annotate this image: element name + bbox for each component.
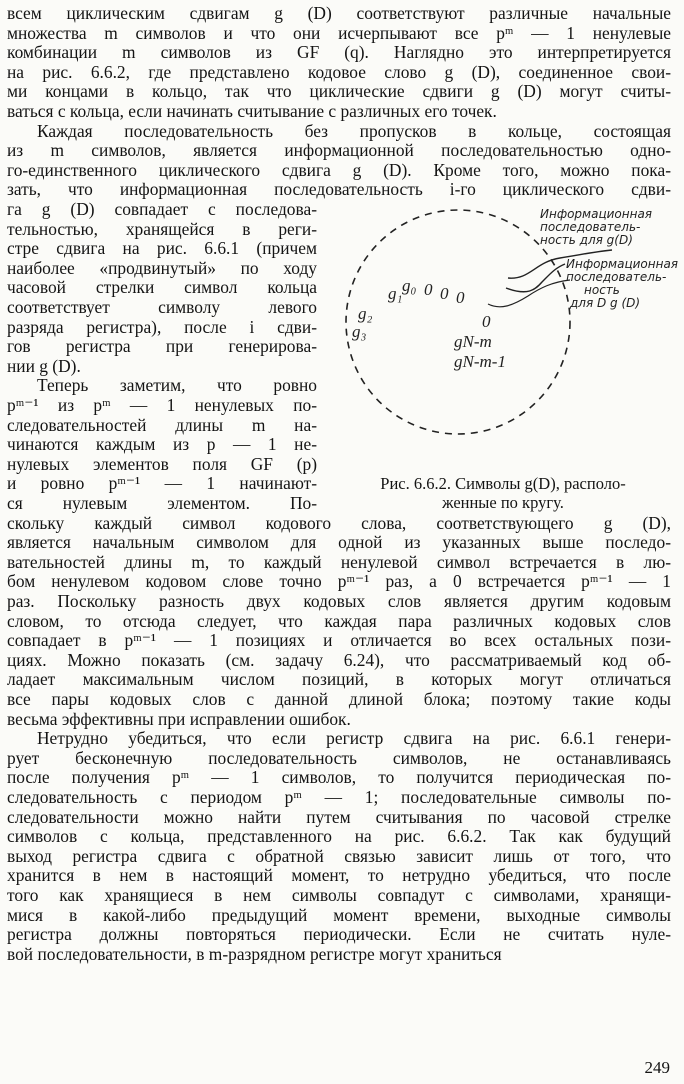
text-line: на рис. 6.6.2, где представлено кодовое слово g (D), соединенное свои- bbox=[7, 61, 671, 82]
symbol-g1: g₁ bbox=[388, 284, 403, 303]
text-line: чинаются каждым из p — 1 не- bbox=[7, 434, 317, 455]
text-line: pᵐ⁻¹ из pᵐ — 1 ненулевых по- bbox=[7, 395, 317, 415]
symbol-g-n-m: gN-m bbox=[454, 332, 492, 351]
text-line: ваться с кольца, если начинать считывание с различных его точек. bbox=[7, 101, 497, 121]
text-line: наиболее «продвинутый» по ходу bbox=[7, 257, 317, 278]
symbol-zero: 0 bbox=[440, 284, 449, 303]
text-line: выход регистра сдвига с обратной связью зависит лишь от того, что bbox=[7, 845, 671, 866]
pointer-line-shift bbox=[488, 280, 570, 307]
text-line: вательностей длины m, то каждый ненулевой символ встречается в лю- bbox=[7, 551, 671, 572]
text-line: рует бесконечную последовательность символов, не останавливаясь bbox=[7, 747, 671, 768]
text-line: регистра должны повторяться периодически. Если не считать нуле- bbox=[7, 924, 671, 945]
symbol-zero: 0 bbox=[424, 280, 433, 299]
text-line: хранится в нем в настоящий момент, то нетрудно убедиться, что после bbox=[7, 865, 671, 886]
text-line: зать, что информационная последовательность i-го циклического сдви- bbox=[7, 179, 671, 200]
text-line: нулевых элементов поля GF (p) bbox=[7, 453, 317, 474]
label-line: последователь- bbox=[566, 270, 667, 284]
label-info-g bbox=[540, 208, 652, 247]
text-line: Теперь заметим, что ровно bbox=[37, 375, 317, 396]
symbol-zero: 0 bbox=[482, 312, 491, 331]
text-line: и ровно pᵐ⁻¹ — 1 начинают- bbox=[7, 473, 317, 494]
text-line: мися в какой-либо предыдущий момент времени, выходные символы bbox=[7, 904, 671, 925]
page-number: 249 bbox=[644, 1058, 670, 1077]
label-line: последователь- bbox=[540, 220, 641, 234]
text-line: весьма эффективны при исправлении ошибок. bbox=[7, 708, 351, 729]
symbol-g-n-m-1: gN-m-1 bbox=[454, 352, 506, 371]
text-line: следовательностей длины m на- bbox=[7, 414, 317, 435]
text-line: нии g (D). bbox=[7, 355, 81, 376]
text-line: является начальным символом для одной из указанных выше последо- bbox=[7, 532, 671, 553]
text-line: Нетрудно убедиться, что если регистр сдвига на рис. 6.6.1 генери- bbox=[37, 728, 671, 749]
caption-line: Рис. 6.6.2. Символы g(D), располо- bbox=[380, 474, 626, 494]
text-line: ми концами в кольцо, так что циклические сдвиги g (D) могут считы- bbox=[7, 81, 671, 102]
symbol-g3: g₃ bbox=[352, 322, 367, 341]
label-line: ность для g(D) bbox=[540, 233, 633, 247]
symbol-g0: g₀ bbox=[402, 276, 417, 295]
text-line: циях. Можно показать (см. задачу 6.24), что рассматриваемый код об- bbox=[7, 649, 671, 670]
text-line: следовательности можно найти путем считывания по часовой стрелке bbox=[7, 806, 671, 827]
text-line: стре сдвига на рис. 6.6.1 (причем bbox=[7, 238, 317, 259]
caption-line: женные по кругу. bbox=[442, 493, 564, 513]
ring-circle bbox=[346, 210, 570, 434]
text-line: символов с кольца, представленного на рис. 6.6.2. Так как будущий bbox=[7, 826, 671, 847]
label-line: Информационная bbox=[540, 207, 653, 221]
label-info-dg bbox=[566, 258, 678, 310]
label-line: для D g (D) bbox=[570, 296, 641, 310]
label-line: ность bbox=[584, 283, 620, 297]
figure-6-6-2 bbox=[330, 192, 678, 462]
text-line: разряда регистра), после i сдви- bbox=[7, 316, 317, 337]
text-line: часовой стрелки символ кольца bbox=[7, 277, 317, 298]
text-line: раз. Поскольку разность двух кодовых слов является другим кодовым bbox=[7, 591, 671, 611]
text-line: того как хранящиеся в нем символы совпадут с символами, хранящи- bbox=[7, 885, 671, 905]
text-line: следовательность с периодом pᵐ — 1; последовательные символы по- bbox=[7, 787, 671, 807]
text-line: после получения pᵐ — 1 символов, то получится периодическая по- bbox=[7, 767, 671, 788]
text-line: тельностью, хранящейся в реги- bbox=[7, 218, 317, 239]
text-line: ладает максимальным числом позиций, в которых могут отличаться bbox=[7, 669, 671, 690]
text-line: го-единственного циклического сдвига g (D). Кроме того, можно пока- bbox=[7, 159, 671, 180]
text-line: Каждая последовательность без пропусков в кольце, состоящая bbox=[37, 120, 671, 141]
label-line: Информационная bbox=[566, 257, 679, 271]
text-line: словом, то отсюда следует, что каждая пара различных кодовых слов bbox=[7, 610, 671, 631]
text-line: га g (D) совпадает с последова- bbox=[7, 199, 317, 219]
text-line: множества m символов и что они исчерпывают все pᵐ — 1 ненулевые bbox=[7, 22, 671, 43]
text-line: все пары кодовых слов с данной длиной блока; поэтому такие коды bbox=[7, 689, 671, 709]
text-line: ся нулевым элементом. По- bbox=[7, 493, 317, 513]
text-line: комбинации m символов из GF (q). Наглядно это интерпретируется bbox=[7, 42, 671, 63]
text-line: совпадает в pᵐ⁻¹ — 1 позициях и отличается во всех остальных пози- bbox=[7, 630, 671, 651]
text-line: из m символов, является информационной последовательностью одно- bbox=[7, 140, 671, 161]
figure-caption bbox=[338, 474, 668, 512]
symbol-zero: 0 bbox=[456, 288, 465, 307]
text-line: соответствует символу левого bbox=[7, 297, 317, 317]
text-line: всем циклическим сдвигам g (D) соответствуют различные начальные bbox=[7, 3, 671, 23]
text-line: скольку каждый символ кодового слова, соответствующего g (D), bbox=[7, 512, 671, 533]
text-line: вой последовательности, в m-разрядном регистре могут храниться bbox=[7, 943, 502, 964]
symbol-g2: g₂ bbox=[358, 304, 373, 323]
text-line: бом ненулевом кодовом слове точно pᵐ⁻¹ раз, а 0 встречается pᵐ⁻¹ — 1 bbox=[7, 571, 671, 592]
text-line: гов регистра при генерирова- bbox=[7, 336, 317, 357]
